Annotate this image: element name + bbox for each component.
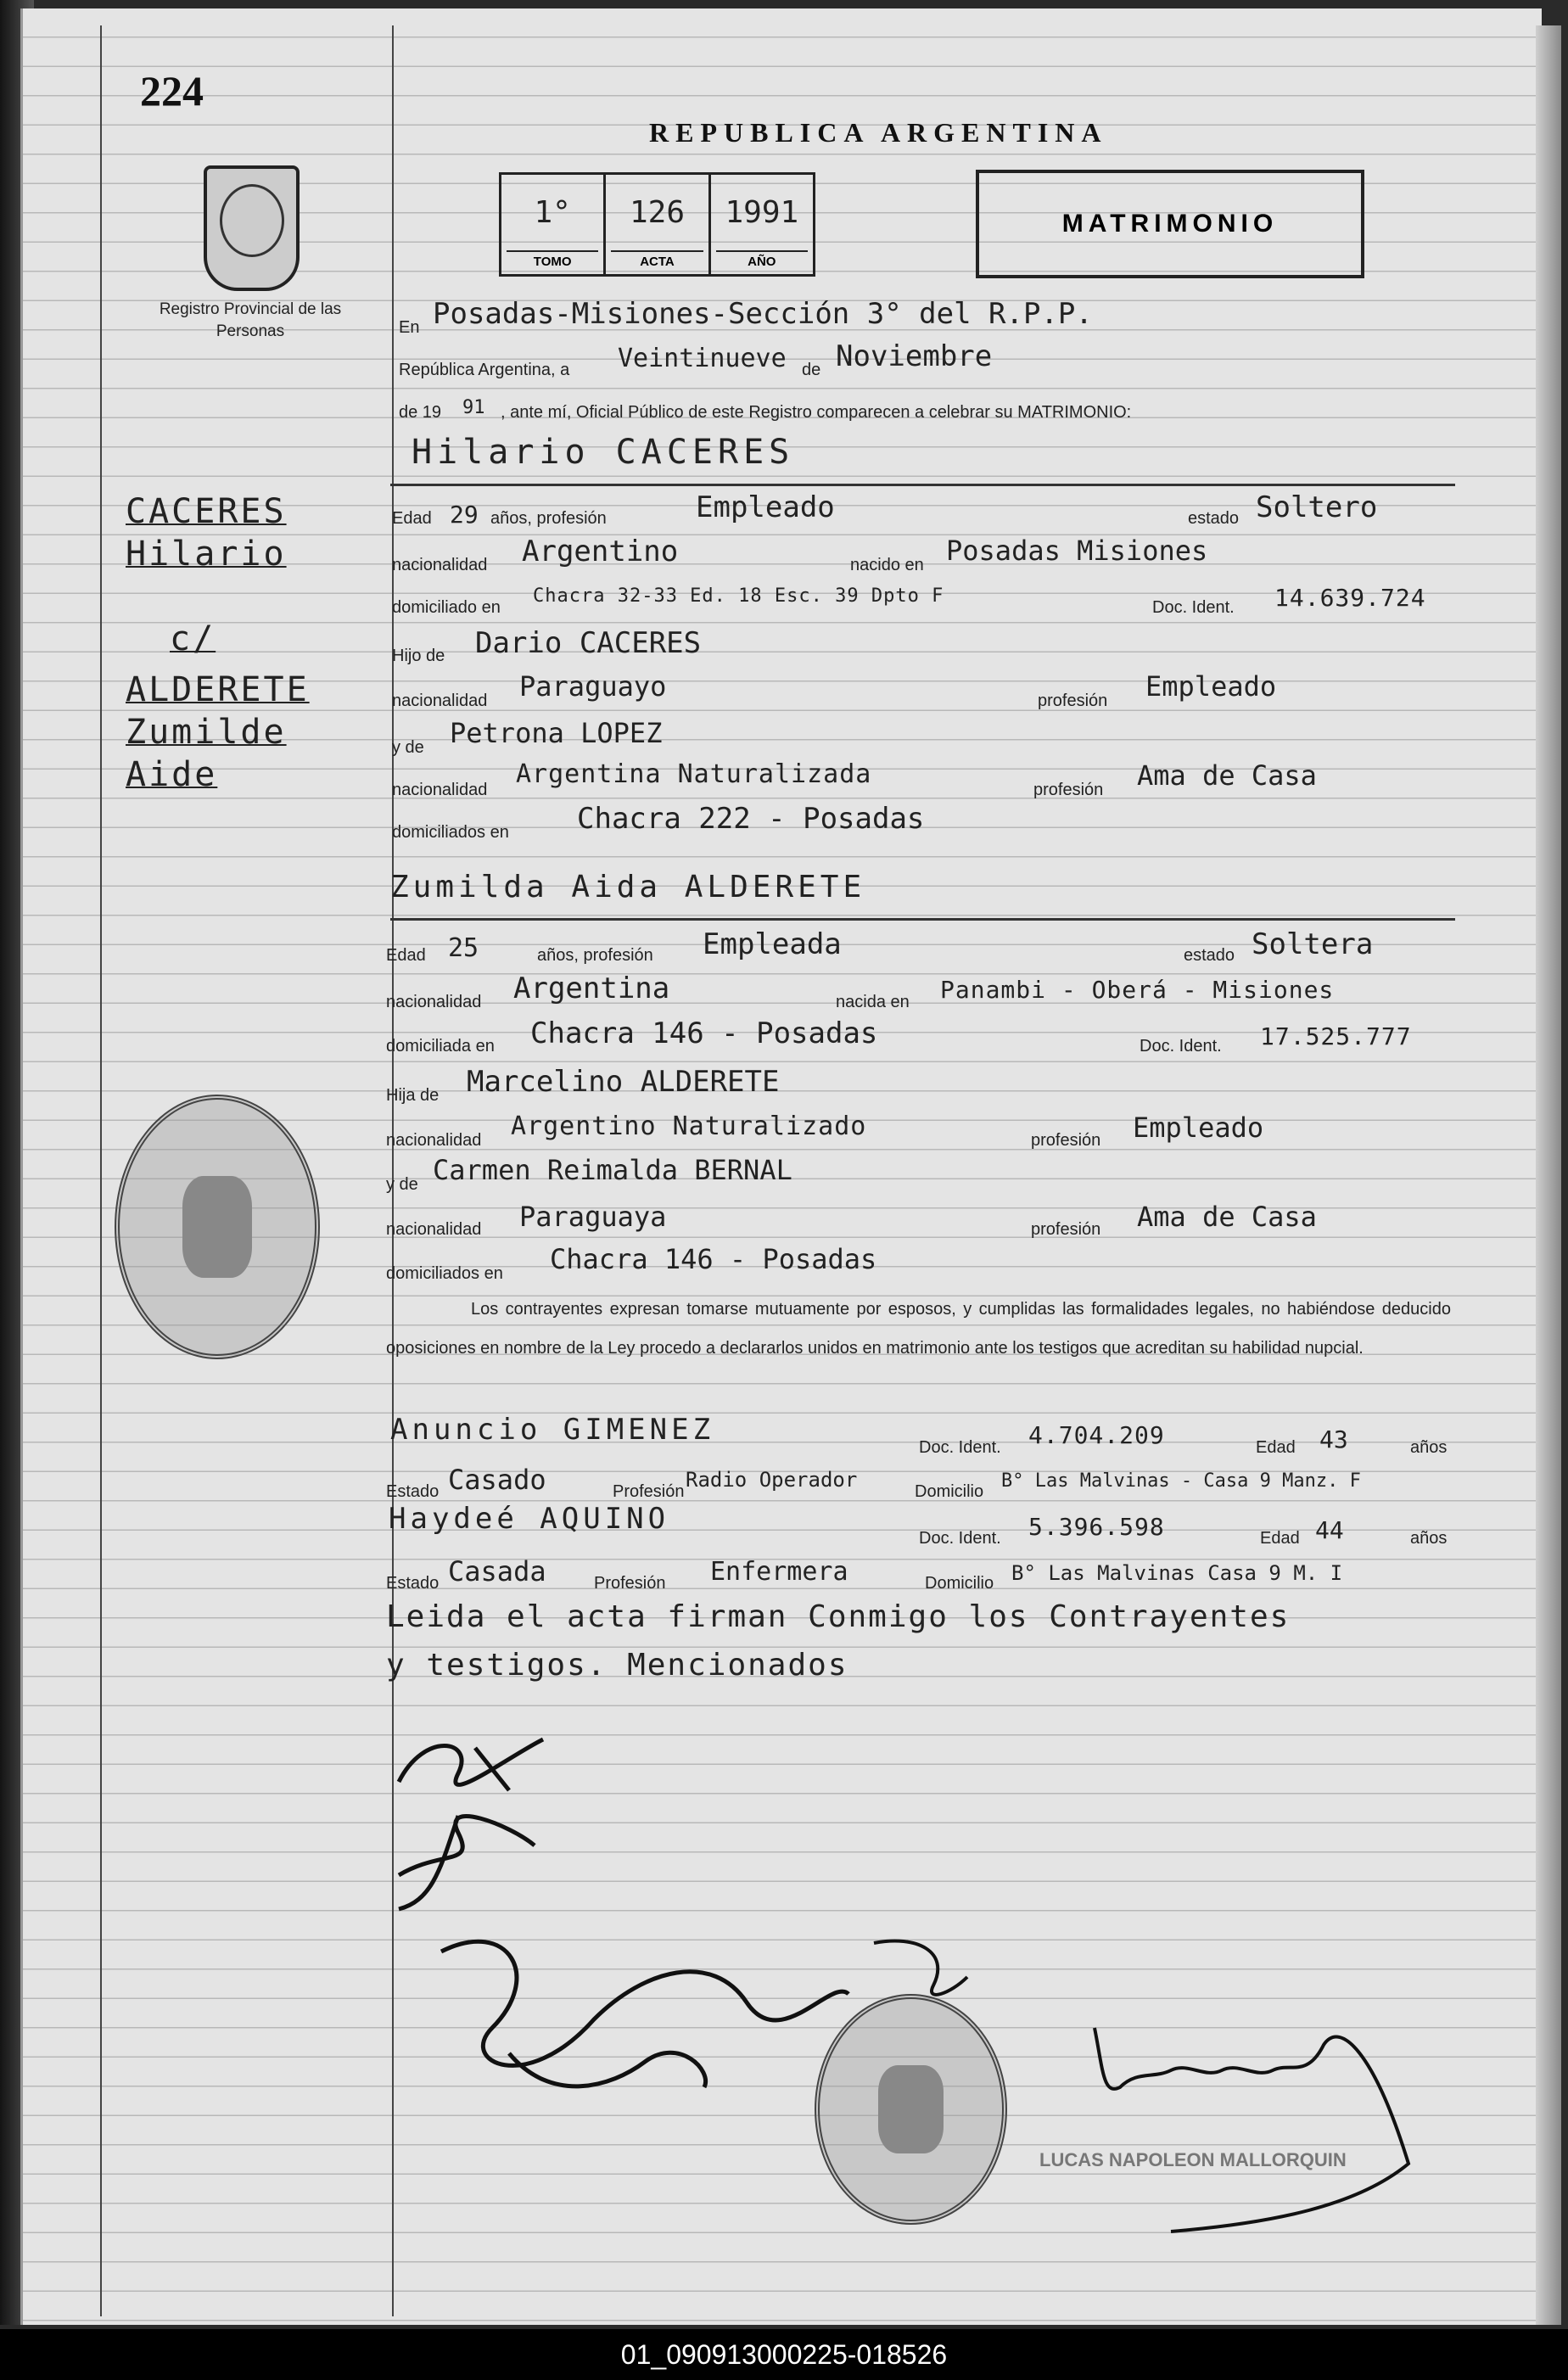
bride-nacida: Panambi - Oberá - Misiones [940, 976, 1335, 1004]
groom-mother-label: y de [392, 738, 424, 757]
groom-mother-nac-label: nacionalidad [392, 781, 488, 799]
official-name: LUCAS NAPOLEON MALLORQUIN [1039, 2149, 1347, 2170]
day-value: Veintinueve [618, 344, 787, 373]
acta-value: 126 [629, 195, 685, 230]
margin-surname: CACERES [126, 492, 287, 531]
bride-doc: 17.525.777 [1260, 1022, 1412, 1050]
registry-seal-right [815, 1994, 1007, 2225]
groom-father-prof-label: profesión [1038, 692, 1108, 710]
witness2-anos-label: años [1410, 1529, 1448, 1548]
bride-mother-prof-label: profesión [1031, 1220, 1101, 1239]
groom-estado-label: estado [1188, 509, 1240, 528]
margin-surname-2: ALDERETE [126, 670, 310, 709]
footer-id: 01_090913000225-018526 [620, 2339, 948, 2370]
groom-father: Dario CACERES [475, 626, 702, 660]
witness2-dom-label: Domicilio [925, 1574, 994, 1593]
witness1-name: Anuncio GIMENEZ [390, 1413, 715, 1447]
witness2-name: Haydeé AQUINO [389, 1502, 670, 1536]
witness1-doc-label: Doc. Ident. [919, 1438, 1001, 1457]
groom-parents-dom-label: domiciliados en [392, 823, 509, 842]
witness2-doc-label: Doc. Ident. [919, 1529, 1001, 1548]
tomo-label: TOMO [507, 250, 598, 269]
de-label: de [802, 361, 821, 379]
bride-edad: 25 [448, 933, 479, 963]
groom-mother-prof-label: profesión [1033, 781, 1104, 799]
groom-hijo-label: Hijo de [392, 647, 445, 665]
bride-mother-nac-label: nacionalidad [386, 1220, 482, 1239]
bride-profesion-label: años, profesión [537, 946, 653, 965]
bride-nac-label: nacionalidad [386, 993, 482, 1011]
groom-nac: Argentino [522, 535, 679, 568]
bride-parents-dom: Chacra 146 - Posadas [550, 1243, 877, 1275]
witness1-dom: B° Las Malvinas - Casa 9 Manz. F [1001, 1470, 1361, 1492]
witness2-profesion-label: Profesión [594, 1574, 666, 1593]
groom-dom-label: domiciliado en [392, 598, 501, 617]
witness2-dom: B° Las Malvinas Casa 9 M. I [1011, 1561, 1343, 1585]
page-number: 224 [140, 67, 204, 115]
groom-nacido: Posadas Misiones [946, 535, 1208, 567]
margin-given: Hilario [126, 535, 287, 574]
bride-mother-nac: Paraguaya [519, 1201, 667, 1233]
groom-dom: Chacra 32-33 Ed. 18 Esc. 39 Dpto F [533, 585, 944, 607]
witness1-profesion-label: Profesión [613, 1482, 685, 1501]
witness1-estado-label: Estado [386, 1482, 440, 1501]
bride-name: Zumilda Aida ALDERETE [390, 870, 866, 904]
groom-profesion: Empleado [696, 490, 835, 524]
groom-nac-label: nacionalidad [392, 556, 488, 574]
en-label: En [399, 318, 420, 337]
registry-label: Registro Provincial de las Personas [159, 300, 342, 340]
witness2-estado: Casada [448, 1555, 546, 1588]
groom-mother: Petrona LOPEZ [450, 717, 663, 749]
closing-line-1: Leida el acta firman Conmigo los Contrayentes [386, 1599, 1291, 1634]
groom-father-nac-label: nacionalidad [392, 692, 488, 710]
bride-dom: Chacra 146 - Posadas [530, 1016, 878, 1050]
groom-mother-nac: Argentina Naturalizada [516, 759, 872, 789]
groom-father-nac: Paraguayo [519, 670, 667, 703]
year-suffix-value: 91 [462, 397, 485, 418]
bride-parents-dom-label: domiciliados en [386, 1264, 503, 1283]
month-value: Noviembre [836, 339, 993, 373]
place-value: Posadas-Misiones-Sección 3° del R.P.P. [433, 297, 1093, 331]
witness1-estado: Casado [448, 1464, 546, 1496]
signature-4 [874, 1940, 967, 1994]
bride-estado-label: estado [1184, 946, 1235, 965]
witness2-doc: 5.396.598 [1028, 1513, 1165, 1541]
declaration-text: Los contrayentes expresan tomarse mutuamente por esposos, y cumplidas las formalidades legales, no habiéndose deducido oposiciones en nombre de la Ley procedo a declararlos unidos en matrimonio ante los testigos que acreditan su habilidad nupcial. [386, 1300, 1451, 1358]
official-signature [1095, 2028, 1408, 2232]
tomo-value: 1° [534, 195, 571, 230]
footer-bar [0, 2329, 1568, 2380]
witness1-doc: 4.704.209 [1028, 1421, 1165, 1449]
witness1-dom-label: Domicilio [915, 1482, 984, 1501]
witness2-profesion: Enfermera [710, 1557, 848, 1587]
groom-doc: 14.639.724 [1274, 584, 1426, 612]
bride-nac: Argentina [513, 972, 670, 1005]
witness2-estado-label: Estado [386, 1574, 440, 1593]
bride-mother: Carmen Reimalda BERNAL [433, 1154, 792, 1186]
witness1-edad: 43 [1319, 1425, 1348, 1453]
bride-father-nac: Argentino Naturalizado [511, 1112, 867, 1141]
signature-2 [399, 1816, 535, 1909]
acta-label: ACTA [611, 250, 703, 269]
groom-estado: Soltero [1256, 490, 1378, 524]
statement-text: , ante mí, Oficial Público de este Registro comparecen a celebrar su MATRIMONIO: [501, 403, 1132, 422]
witness1-profesion: Radio Operador [686, 1468, 858, 1492]
bride-edad-label: Edad [386, 946, 426, 965]
ano-value: 1991 [725, 195, 799, 230]
groom-name: Hilario CACERES [412, 433, 795, 472]
bride-father: Marcelino ALDERETE [467, 1065, 780, 1099]
groom-edad: 29 [450, 501, 479, 529]
witness1-edad-label: Edad [1256, 1438, 1296, 1457]
groom-mother-prof: Ama de Casa [1137, 759, 1317, 792]
groom-edad-label: Edad [392, 509, 432, 528]
bride-hija-label: Hija de [386, 1086, 440, 1105]
ano-label: AÑO [716, 250, 808, 269]
year-prefix-label: de 19 [399, 403, 442, 422]
bride-nacida-label: nacida en [836, 993, 910, 1011]
bride-doc-label: Doc. Ident. [1140, 1037, 1222, 1056]
bride-dom-label: domiciliada en [386, 1037, 495, 1056]
record-type-box: MATRIMONIO [976, 170, 1364, 278]
signature-3 [441, 1941, 848, 2087]
margin-given-3: Aide [126, 755, 218, 794]
bride-father-prof-label: profesión [1031, 1131, 1101, 1150]
closing-line-2: y testigos. Mencionados [386, 1648, 848, 1683]
groom-profesion-label: años, profesión [490, 509, 607, 528]
groom-parents-dom: Chacra 222 - Posadas [577, 802, 925, 836]
bride-father-nac-label: nacionalidad [386, 1131, 482, 1150]
republica-label: República Argentina, a [399, 361, 570, 379]
witness2-edad: 44 [1315, 1516, 1344, 1544]
bride-father-prof: Empleado [1133, 1112, 1264, 1144]
bride-mother-label: y de [386, 1175, 418, 1194]
groom-father-prof: Empleado [1145, 670, 1277, 703]
signature-1 [399, 1739, 543, 1790]
bride-estado: Soltera [1252, 927, 1374, 961]
groom-nacido-label: nacido en [850, 556, 924, 574]
margin-given-2: Zumilde [126, 713, 287, 752]
bride-profesion: Empleada [703, 927, 842, 961]
country-title: REPUBLICA ARGENTINA [649, 117, 1108, 148]
groom-doc-label: Doc. Ident. [1152, 598, 1235, 617]
bride-mother-prof: Ama de Casa [1137, 1201, 1317, 1233]
witness2-edad-label: Edad [1260, 1529, 1300, 1548]
margin-with: c/ [170, 619, 216, 658]
witness1-anos-label: años [1410, 1438, 1448, 1457]
